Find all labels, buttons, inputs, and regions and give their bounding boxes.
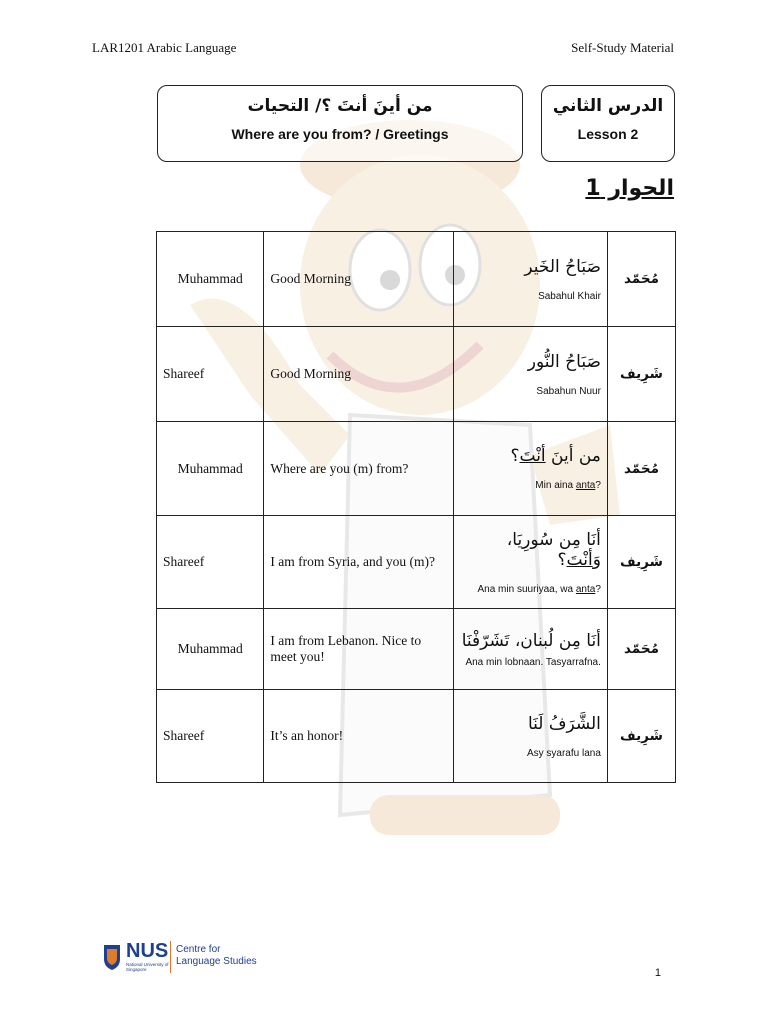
lesson-number-box — [541, 85, 675, 162]
lesson-number-arabic: الدرس الثاني — [552, 96, 664, 116]
speaker-name: Muhammad — [157, 232, 264, 327]
arabic-phrase-cell — [453, 516, 607, 609]
nus-logo-subtext: National University of Singapore — [126, 962, 169, 972]
speaker-arabic: شَرِيف — [607, 516, 675, 609]
english-translation: Where are you (m) from? — [264, 422, 453, 516]
speaker-name: Shareef — [157, 690, 264, 783]
arabic-phrase-start: من أينَ — [545, 446, 601, 466]
english-translation: It’s an honor! — [264, 690, 453, 783]
table-row — [157, 422, 676, 516]
dialogue-section-title: الحوار 1 — [585, 176, 674, 201]
arabic-phrase: صَبَاحُ النُّور — [527, 351, 601, 372]
arabic-phrase — [460, 530, 601, 570]
nus-crest-icon — [102, 943, 122, 971]
table-row — [157, 516, 676, 609]
transliteration: Sabahul Khair — [538, 290, 601, 302]
arabic-phrase-cell — [453, 327, 607, 422]
transliteration-underlined: anta — [575, 480, 596, 491]
table-row — [157, 327, 676, 422]
english-translation: Good Morning — [264, 327, 453, 422]
transliteration-underlined: anta — [575, 583, 596, 595]
lesson-title-arabic: من أينَ أنتَ ؟/ التحيات — [247, 96, 433, 116]
table-row — [157, 232, 676, 327]
table-row — [157, 609, 676, 690]
centre-name-line1: Centre for — [176, 944, 221, 955]
header-material-type: Self-Study Material — [571, 40, 674, 55]
transliteration: Ana min lobnaan. Tasyarrafna. — [465, 656, 601, 668]
transliteration-start: Min aina — [535, 480, 576, 491]
speaker-arabic: مُحَمّد — [607, 609, 675, 690]
arabic-phrase: صَبَاحُ الخَير — [524, 256, 601, 277]
lesson-number-english: Lesson 2 — [577, 126, 639, 142]
transliteration: Asy syarafu lana — [526, 747, 601, 759]
transliteration-end: ? — [595, 583, 601, 595]
arabic-phrase-cell — [453, 422, 607, 516]
arabic-phrase-cell — [453, 232, 607, 327]
transliteration: Sabahun Nuur — [536, 385, 601, 397]
table-row — [157, 690, 676, 783]
lesson-title-english: Where are you from? / Greetings — [231, 126, 449, 142]
arabic-phrase-cell — [453, 690, 607, 783]
arabic-phrase-start: أنَا مِن سُورِيَا، وَ — [506, 529, 601, 570]
dialogue-table — [156, 231, 676, 783]
transliteration — [460, 584, 601, 595]
logo-divider — [170, 941, 171, 973]
arabic-phrase-underlined: أنْتَ — [566, 549, 593, 570]
arabic-phrase-end: ؟ — [557, 549, 567, 570]
arabic-phrase-cell — [453, 609, 607, 690]
centre-name — [176, 944, 257, 968]
speaker-name: Muhammad — [157, 609, 264, 690]
speaker-arabic: مُحَمّد — [607, 422, 675, 516]
english-translation: Good Morning — [264, 232, 453, 327]
lesson-title-box — [157, 85, 523, 162]
speaker-arabic: شَرِيف — [607, 327, 675, 422]
page-number: 1 — [654, 967, 661, 979]
english-translation: I am from Syria, and you (m)? — [264, 516, 453, 609]
nus-logo-text: NUS — [126, 940, 169, 962]
transliteration — [460, 480, 601, 491]
header-course-title: LAR1201 Arabic Language — [92, 40, 237, 55]
arabic-phrase-underlined: أنْتَ — [519, 446, 546, 466]
speaker-arabic: مُحَمّد — [607, 232, 675, 327]
english-translation: I am from Lebanon. Nice to meet you! — [264, 609, 453, 690]
speaker-name: Shareef — [157, 516, 264, 609]
arabic-phrase: أنَا مِن لُبنان، تَشَرّفْنَا — [461, 630, 601, 651]
arabic-phrase — [460, 446, 601, 466]
arabic-phrase: الشَّرَفُ لَنَا — [527, 713, 601, 734]
transliteration-end: ? — [595, 480, 601, 491]
speaker-arabic: شَرِيف — [607, 690, 675, 783]
centre-name-line2: Language Studies — [176, 956, 257, 967]
transliteration-start: Ana min suuriyaa, wa — [477, 583, 576, 595]
speaker-name: Muhammad — [157, 422, 264, 516]
speaker-name: Shareef — [157, 327, 264, 422]
arabic-phrase-end: ؟ — [510, 446, 520, 466]
